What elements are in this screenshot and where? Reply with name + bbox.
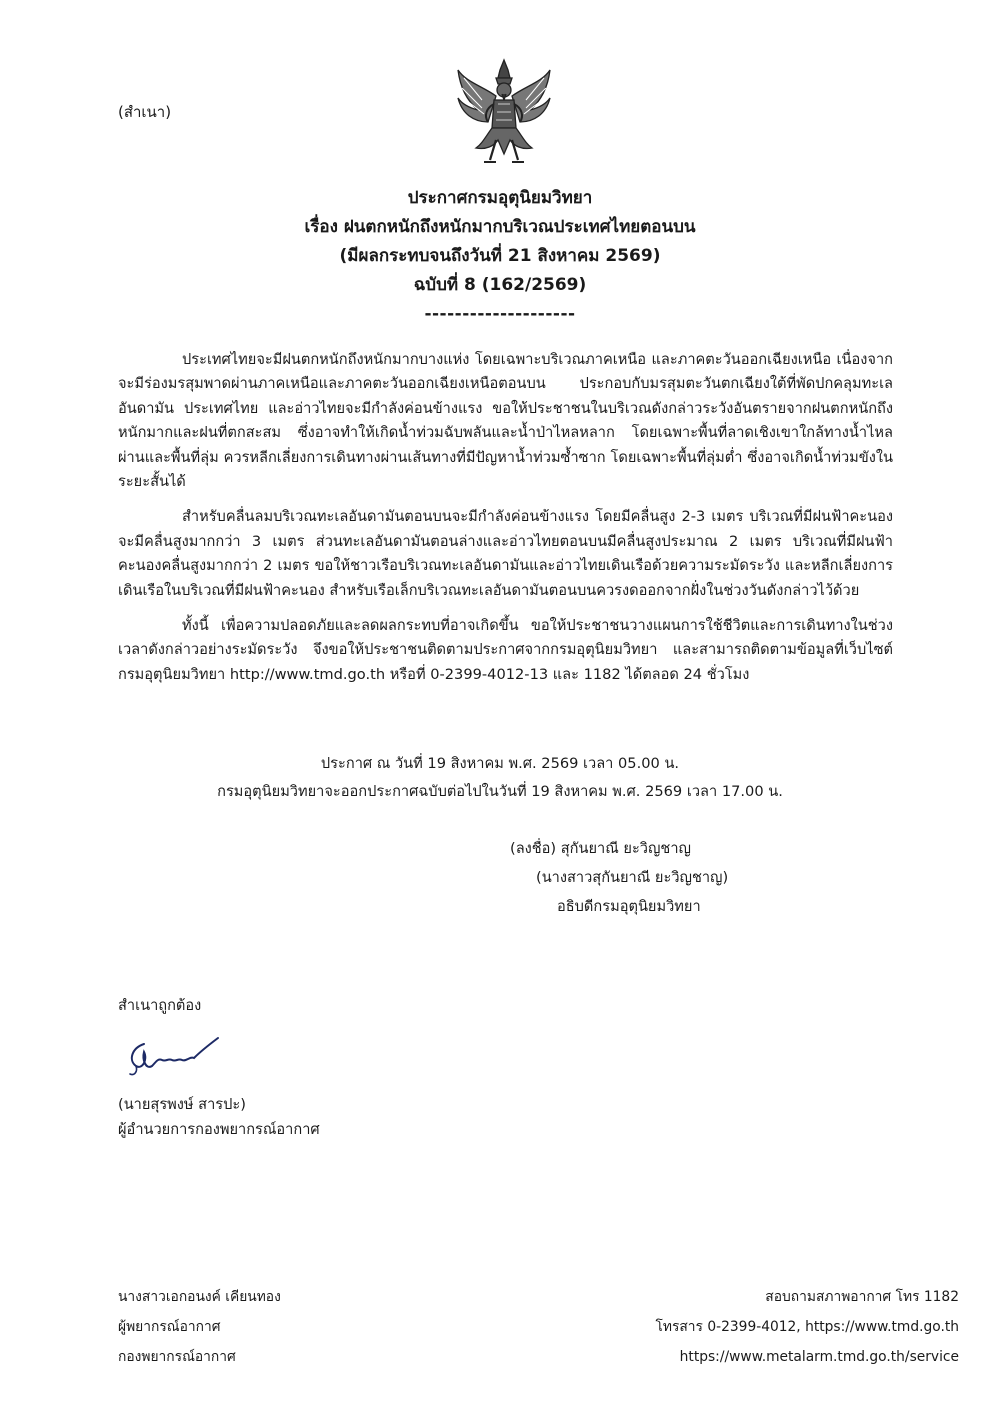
announcement-header	[0, 184, 1000, 329]
title-separator: --------------------	[424, 304, 576, 324]
body-paragraph-waves: สำหรับคลื่นลมบริเวณทะเลอันดามันตอนบนจะมีกำลังค่อนข้างแรง โดยมีคลื่นสูง 2-3 เมตร บริเวณที่มีฝนฟ้าคะนองจะมีคลื่นสูงมากกว่า 3 เมตร ส่วนทะเลอันดามันตอนล่างและอ่าวไทยตอนบนมีคลื่นสูงประมาณ 2 เมตร บริเวณที่มีฝนฟ้าคะนองคลื่นสูงมากกว่า 2 เมตร ขอให้ชาวเรือบริเวณทะเลอันดามันและอ่าวไทยเดินเรือด้วยความระมัดระวัง และหลีกเลี่ยงการเดินเรือในบริเวณที่มีฝนฟ้าคะนอง สำหรับเรือเล็กบริเวณทะเลอันดามันตอนบนควรงดออกจากฝั่งในช่วงวันดังกล่าวไว้ด้วย	[118, 508, 893, 599]
certifier-name: (นายสุรพงษ์ สารปะ)	[118, 1096, 246, 1113]
announcement-body	[118, 348, 893, 698]
announcement-date: ประกาศ ณ วันที่ 19 สิงหาคม พ.ศ. 2569 เวลา 05.00 น.	[320, 755, 680, 772]
document-title: ประกาศกรมอุตุนิยมวิทยา	[407, 188, 593, 208]
signatory-name: (นางสาวสุกันยาณี ยะวิญชาญ)	[536, 869, 729, 886]
forecaster-name: นางสาวเอกอนงค์ เคียนทอง	[118, 1289, 281, 1305]
body-paragraph-rain: ประเทศไทยจะมีฝนตกหนักถึงหนักมากบางแห่ง โดยเฉพาะบริเวณภาคเหนือ และภาคตะวันออกเฉียงเหนือ เนื่องจากจะมีร่องมรสุมพาดผ่านภาคเหนือและภาคตะวันออกเฉียงเหนือตอนบน ประกอบกับมรสุมตะวันตกเฉียงใต้ที่พัดปกคลุมทะเลอันดามัน ประเทศไทย และอ่าวไทยจะมีกำลังค่อนข้างแรง ขอให้ประชาชนในบริเวณดังกล่าวระวังอันตรายจากฝนตกหนักถึงหนักมากและฝนที่ตกสะสม ซึ่งอาจทำให้เกิดน้ำท่วมฉับพลันและน้ำป่าไหลหลาก โดยเฉพาะพื้นที่ลาดเชิงเขาใกล้ทางน้ำไหลผ่านและพื้นที่ลุ่ม ควรหลีกเลี่ยงการเดินทางผ่านเส้นทางที่มีปัญหาน้ำท่วมซ้ำซาก โดยเฉพาะพื้นที่ลุ่มต่ำ ซึ่งอาจเกิดน้ำท่วมขังในระยะสั้นได้	[118, 351, 893, 491]
copy-label: (สำเนา)	[118, 103, 172, 121]
certifier-block	[118, 1092, 320, 1142]
contact-fax-website: โทรสาร 0-2399-4012, https://www.tmd.go.th	[655, 1319, 959, 1335]
forecaster-info	[118, 1282, 281, 1372]
next-issue-notice: กรมอุตุนิยมวิทยาจะออกประกาศฉบับต่อไปในวันที่ 19 สิงหาคม พ.ศ. 2569 เวลา 17.00 น.	[217, 783, 783, 800]
effect-period: (มีผลกระทบจนถึงวันที่ 21 สิงหาคม 2569)	[339, 246, 661, 266]
issue-number: ฉบับที่ 8 (162/2569)	[413, 275, 587, 295]
contact-phone: สอบถามสภาพอากาศ โทร 1182	[765, 1289, 959, 1305]
contact-service-url: https://www.metalarm.tmd.go.th/service	[679, 1349, 959, 1365]
signatory-block	[510, 834, 728, 921]
certifier-position: ผู้อำนวยการกองพยากรณ์อากาศ	[118, 1121, 320, 1138]
contact-info	[655, 1282, 959, 1372]
certified-copy-label: สำเนาถูกต้อง	[118, 997, 202, 1014]
signatory-position: อธิบดีกรมอุตุนิยมวิทยา	[557, 898, 701, 915]
garuda-emblem-icon	[452, 56, 556, 168]
body-paragraph-advice: ทั้งนี้ เพื่อความปลอดภัยและลดผลกระทบที่อาจเกิดขึ้น ขอให้ประชาชนวางแผนการใช้ชีวิตและการเดินทางในช่วงเวลาดังกล่าวอย่างระมัดระวัง จึงขอให้ประชาชนติดตามประกาศจากกรมอุตุนิยมวิทยา และสามารถติดตามข้อมูลที่เว็บไซต์กรมอุตุนิยมวิทยา http://www.tmd.go.th หรือที่ 0-2399-4012-13 และ 1182 ได้ตลอด 24 ชั่วโมง	[118, 617, 893, 683]
forecaster-role: ผู้พยากรณ์อากาศ	[118, 1319, 221, 1335]
handwritten-signature	[122, 1030, 222, 1078]
signatory-signed: (ลงชื่อ) สุกันยาณี ยะวิญชาญ	[510, 840, 691, 857]
document-subject: เรื่อง ฝนตกหนักถึงหนักมากบริเวณประเทศไทยตอนบน	[304, 217, 696, 237]
forecaster-division: กองพยากรณ์อากาศ	[118, 1349, 236, 1365]
